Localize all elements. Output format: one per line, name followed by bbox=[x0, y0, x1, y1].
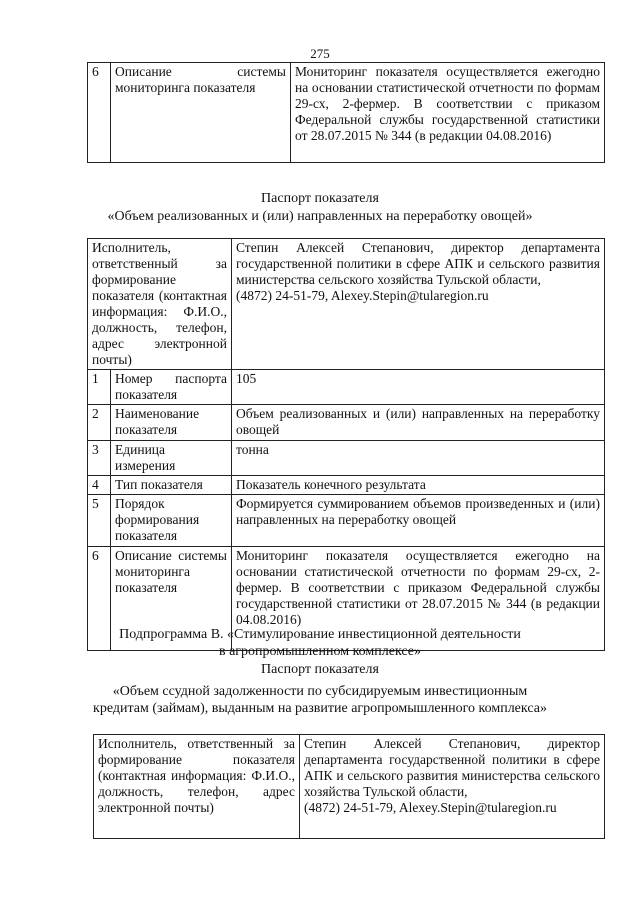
row-label: Порядок формирования показателя bbox=[111, 495, 232, 547]
passport-indicator-name: «Объем реализованных и (или) направленных на переработку овощей» bbox=[107, 209, 533, 224]
table-row bbox=[88, 63, 605, 163]
subprogram-title: Подпрограмма В. «Стимулирование инвестиционной деятельности bbox=[119, 627, 521, 642]
row-number: 2 bbox=[88, 405, 111, 441]
row-label: Номер паспорта показателя bbox=[111, 370, 232, 405]
row-number: 3 bbox=[88, 441, 111, 476]
row-value: Мониторинг показателя осуществляется ежегодно на основании статистической отчетности по формам 29-сх, 2-фермер. В соответствии с приказом Федеральной службы государственной статистики от 28.07.2015 № 344 (в редакции 04.08.2016) bbox=[231, 547, 604, 651]
passport-title: Паспорт показателя bbox=[261, 662, 379, 677]
table-row-executor bbox=[94, 735, 605, 839]
row-number: 1 bbox=[88, 370, 111, 405]
row-label: Описание системы мониторинга показателя bbox=[111, 63, 291, 163]
row-label: Единица измерения bbox=[111, 441, 232, 476]
row-number: 6 bbox=[88, 63, 111, 163]
table-row bbox=[88, 405, 605, 441]
row-number: 4 bbox=[88, 476, 111, 495]
top-table bbox=[87, 62, 605, 163]
executor-contact: (4872) 24-51-79, Alexey.Stepin@tularegion.ru bbox=[304, 800, 557, 815]
row-value: тонна bbox=[231, 441, 604, 476]
passport-indicator-name-cont: кредитам (займам), выданным на развитие агропромышленного комплекса» bbox=[93, 701, 547, 716]
table-row bbox=[88, 441, 605, 476]
row-value: Мониторинг показателя осуществляется ежегодно на основании статистической отчетности по формам 29-сх, 2-фермер. В соответствии с приказом Федеральной службы государственной статистики от 28.07.2015 № 344 (в редакции 04.08.2016) bbox=[291, 63, 605, 163]
subprogram-title-cont: в агропромышленном комплексе» bbox=[218, 644, 422, 659]
row-value: Объем реализованных и (или) направленных на переработку овощей bbox=[231, 405, 604, 441]
row-value: Формируется суммированием объемов произведенных и (или) направленных на переработку овощей bbox=[231, 495, 604, 547]
page-number: 275 bbox=[310, 46, 330, 61]
row-value: 105 bbox=[231, 370, 604, 405]
table-row bbox=[88, 370, 605, 405]
passport-title: Паспорт показателя bbox=[261, 191, 379, 206]
executor-value: Степин Алексей Степанович, директор департамента государственной политики в сфере АПК и сельского развития министерства сельского хозяйства Тульской области, bbox=[304, 736, 600, 799]
table-row bbox=[88, 495, 605, 547]
passport-table-1 bbox=[87, 238, 605, 651]
row-label: Тип показателя bbox=[111, 476, 232, 495]
table-row bbox=[88, 476, 605, 495]
executor-value: Степин Алексей Степанович, директор департамента государственной политики в сфере АПК и сельского развития министерства сельского хозяйства Тульской области, bbox=[235, 240, 600, 287]
executor-contact: (4872) 24-51-79, Alexey.Stepin@tularegion.ru bbox=[235, 288, 489, 303]
row-value: Показатель конечного результата bbox=[231, 476, 604, 495]
passport-indicator-name: «Объем ссудной задолженности по субсидируемым инвестиционным bbox=[112, 684, 528, 699]
row-label: Наименование показателя bbox=[111, 405, 232, 441]
row-number: 6 bbox=[88, 547, 111, 651]
row-label: Описание системы мониторинга показателя bbox=[111, 547, 232, 651]
passport-table-2 bbox=[93, 734, 605, 839]
executor-value-cell bbox=[231, 239, 604, 370]
executor-label: Исполнитель, ответственный за формирование показателя (контактная информация: Ф.И.О., должность, телефон, адрес электронной почты) bbox=[88, 239, 232, 370]
table-row-executor bbox=[88, 239, 605, 370]
executor-label: Исполнитель, ответственный за формирование показателя (контактная информация: Ф.И.О., должность, телефон, адрес электронной почты) bbox=[94, 735, 300, 839]
row-number: 5 bbox=[88, 495, 111, 547]
executor-value-cell bbox=[300, 735, 605, 839]
